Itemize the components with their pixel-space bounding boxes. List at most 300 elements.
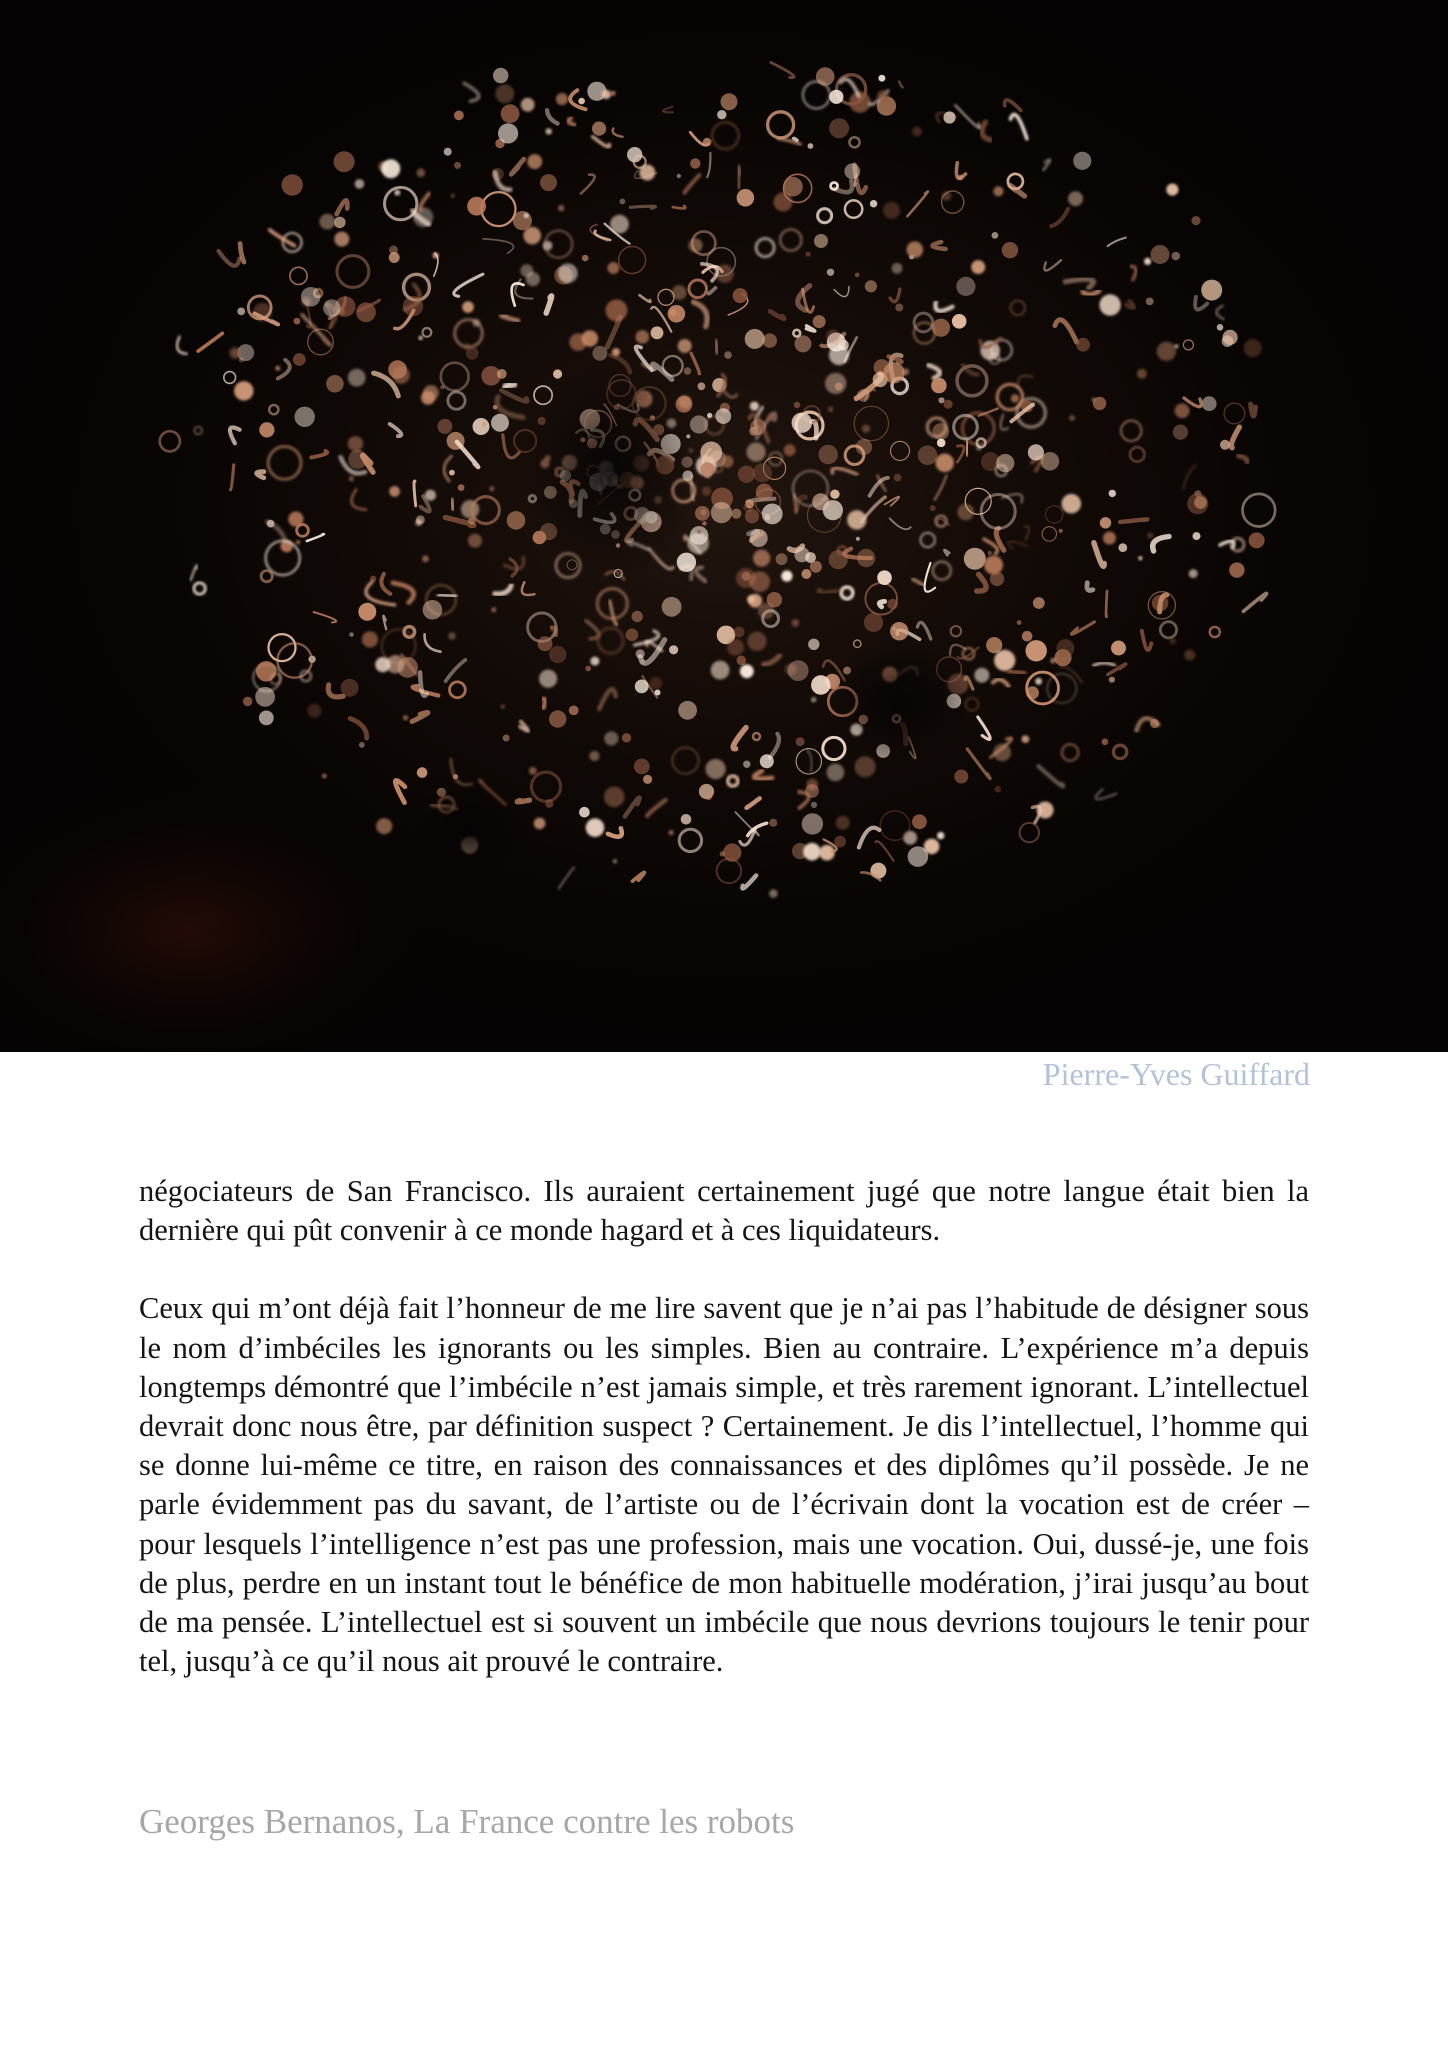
crystal-mark — [974, 668, 989, 683]
crystal-mark — [930, 505, 936, 511]
crystal-mark — [827, 764, 845, 782]
crystal-mark — [417, 169, 426, 178]
crystal-mark — [890, 622, 908, 640]
crystal-mark — [630, 206, 655, 208]
crystal-mark — [702, 487, 711, 496]
crystal-mark — [805, 252, 810, 257]
crystal-mark — [864, 613, 883, 632]
crystal-mark — [334, 232, 349, 247]
crystal-mark — [895, 304, 903, 312]
crystal-mark — [937, 439, 946, 448]
crystal-mark — [423, 600, 443, 620]
crystal-mark — [1100, 517, 1111, 528]
crystal-mark — [322, 773, 328, 779]
crystal-mark — [282, 174, 303, 195]
crystal-mark — [819, 445, 838, 464]
crystal-mark — [830, 490, 839, 499]
crystal-mark — [473, 418, 490, 435]
crystal-mark — [256, 661, 276, 681]
crystal-mark — [935, 454, 954, 473]
crystal-mark — [468, 517, 475, 524]
crystal-mark — [1173, 425, 1188, 440]
crystal-mark — [753, 550, 770, 567]
crystal-mark — [988, 551, 992, 555]
crystal-mark — [870, 200, 877, 207]
crystal-mark — [738, 167, 740, 188]
crystal-mark — [994, 650, 1015, 671]
crystal-mark — [461, 500, 479, 518]
crystal-mark — [444, 148, 452, 156]
crystal-mark — [808, 639, 819, 650]
crystal-mark — [655, 690, 661, 696]
crystal-mark — [1041, 452, 1060, 471]
crystal-mark — [697, 529, 702, 534]
crystal-mark — [1109, 490, 1116, 497]
crystal-mark — [1103, 532, 1116, 545]
crystal-mark — [1251, 404, 1256, 416]
crystal-mark — [1056, 639, 1074, 657]
crystal-mark — [1022, 735, 1030, 743]
crystal-mark — [582, 330, 599, 347]
crystal-mark — [1017, 620, 1022, 625]
crystal-mark — [259, 711, 274, 726]
crystal-mark — [362, 631, 378, 647]
crystal-mark — [932, 319, 950, 337]
crystal-mark — [491, 414, 509, 432]
crystal-mark — [549, 710, 566, 727]
crystal-mark — [526, 272, 540, 286]
crystal-mark — [954, 770, 968, 784]
crystal-mark — [569, 706, 579, 716]
crystal-mark — [829, 345, 849, 365]
crystal-mark — [556, 93, 568, 105]
crystal-mark — [607, 262, 619, 274]
crystal-mark — [1144, 258, 1151, 265]
crystal-mark — [643, 775, 652, 784]
crystal-mark — [1138, 556, 1142, 560]
crystal-mark — [1093, 397, 1106, 410]
crystal-mark — [803, 843, 821, 861]
crystal-mark — [1109, 677, 1115, 683]
crystal-mark — [938, 397, 944, 403]
crystal-mark — [678, 701, 697, 720]
crystal-mark — [237, 308, 245, 316]
photo-credit: Pierre-Yves Guiffard — [1042, 1056, 1310, 1092]
crystal-mark — [1170, 638, 1177, 645]
crystal-mark — [375, 657, 390, 672]
crystal-mark — [707, 413, 712, 418]
crystal-mark — [740, 664, 754, 678]
crystal-mark — [762, 504, 783, 525]
crystal-mark — [1244, 339, 1262, 357]
crystal-mark — [394, 190, 400, 196]
crystal-mark — [376, 818, 392, 834]
crystal-mark — [862, 425, 870, 433]
crystal-mark — [877, 570, 892, 585]
crystal-mark — [1111, 641, 1126, 656]
crystal-mark — [903, 831, 917, 845]
crystal-mark — [437, 419, 452, 434]
crystal-mark — [1026, 640, 1047, 661]
crystal-mark — [731, 509, 741, 519]
crystal-mark — [808, 143, 814, 149]
crystal-mark — [524, 213, 529, 218]
crystal-mark — [295, 407, 315, 427]
crystal-mark — [801, 569, 811, 579]
crystal-mark — [944, 400, 953, 409]
crystal-mark — [301, 287, 321, 307]
crystal-mark — [825, 373, 846, 394]
crystal-mark — [810, 561, 822, 573]
crystal-mark — [449, 470, 455, 476]
crystal-mark — [602, 90, 611, 99]
crystal-mark — [737, 189, 755, 207]
crystal-mark — [932, 423, 949, 440]
crystal-mark — [417, 767, 428, 778]
crystal-mark — [604, 787, 625, 808]
crystal-mark — [716, 341, 718, 353]
crystal-mark — [912, 127, 922, 137]
crystal-mark — [612, 348, 620, 356]
crystal-mark — [267, 520, 275, 528]
crystal-mark — [482, 422, 487, 427]
crystal-mark — [323, 299, 340, 316]
crystal-mark — [243, 697, 253, 707]
crystal-mark — [918, 445, 938, 465]
crystal-mark — [943, 111, 955, 123]
crystal-mark — [585, 666, 591, 672]
crystal-mark — [341, 679, 359, 697]
crystal-mark — [749, 427, 758, 436]
crystal-mark — [907, 241, 924, 258]
crystal-mark — [742, 572, 751, 581]
crystal-mark — [753, 463, 772, 482]
crystal-mark — [458, 484, 465, 491]
crystal-mark — [738, 466, 755, 483]
crystal-mark — [908, 846, 929, 867]
paragraph: négociateurs de San Francisco. Ils auraient certainement jugé que notre langue était bien la dernière qui pût convenir à ce monde hagard et à ces liquidateurs. — [139, 1174, 1309, 1248]
crystal-mark — [749, 571, 770, 592]
crystal-mark — [294, 318, 301, 325]
crystal-mark — [912, 814, 927, 829]
crystal-mark — [558, 263, 578, 283]
crystal-mark — [819, 845, 835, 861]
crystal-mark — [883, 362, 904, 383]
crystal-mark — [877, 90, 888, 101]
crystal-mark — [1201, 280, 1222, 301]
crystal-mark — [521, 98, 535, 112]
crystal-mark — [747, 632, 766, 651]
crystal-mark — [776, 553, 788, 565]
crystal-mark — [590, 657, 599, 666]
crystal-mark — [733, 288, 748, 303]
crystal-mark — [768, 413, 776, 421]
crystal-mark — [769, 889, 778, 898]
crystal-mark — [687, 533, 709, 555]
crystal-mark — [507, 511, 526, 530]
crystal-mark — [454, 111, 464, 121]
crystal-mark — [856, 537, 860, 541]
crystal-mark — [1184, 650, 1195, 661]
crystal-mark — [620, 199, 626, 205]
crystal-mark — [811, 675, 830, 694]
crystal-mark — [529, 767, 537, 775]
crystal-mark — [792, 619, 800, 627]
crystal-mark — [546, 128, 552, 134]
crystal-mark — [737, 656, 747, 666]
crystal-mark — [632, 611, 643, 622]
crystal-mark — [894, 474, 902, 482]
crystal-mark — [971, 260, 985, 274]
crystal-mark — [760, 754, 774, 768]
crystal-mark — [549, 646, 566, 663]
quotation-source: Georges Bernanos, La France contre les robots — [139, 1802, 795, 1841]
crystal-mark — [1099, 294, 1120, 315]
crystal-mark — [414, 481, 416, 506]
crystal-mark — [1189, 569, 1198, 578]
crystal-mark — [763, 333, 777, 347]
crystal-mark — [811, 697, 816, 702]
crystal-mark — [416, 515, 425, 524]
crystal-mark — [844, 163, 860, 179]
crystal-mark — [813, 315, 826, 328]
crystal-mark — [448, 632, 456, 640]
crystal-mark — [359, 742, 365, 748]
crystal-mark — [887, 599, 898, 610]
crystal-mark — [501, 705, 505, 709]
crystal-mark — [703, 138, 712, 147]
crystal-mark — [711, 661, 730, 680]
crystal-mark — [792, 413, 812, 433]
crystal-mark — [534, 818, 546, 830]
crystal-mark — [1022, 631, 1033, 642]
crystal-mark — [795, 335, 812, 352]
crystal-mark — [698, 382, 706, 390]
crystal-mark — [1150, 719, 1159, 728]
crystal-mark — [403, 296, 423, 316]
crystal-mark — [747, 595, 755, 603]
crystal-mark — [669, 645, 678, 654]
crystal-mark — [743, 761, 750, 768]
crystal-mark — [349, 476, 354, 481]
crystal-mark — [348, 369, 366, 387]
crystal-mark — [1151, 245, 1170, 264]
crystal-mark — [814, 234, 828, 248]
crystal-mark — [706, 759, 726, 779]
crystal-mark — [259, 422, 274, 437]
crystal-mark — [440, 385, 444, 389]
crystal-mark — [381, 159, 400, 178]
crystal-mark — [705, 793, 713, 801]
crystal-mark — [539, 670, 557, 688]
crystal-mark — [538, 636, 553, 651]
crystal-mark — [334, 151, 355, 172]
crystal-mark — [794, 138, 797, 140]
crystal-mark — [1068, 191, 1083, 206]
crystal-mark — [501, 104, 520, 123]
crystal-mark — [695, 506, 710, 521]
crystal-mark — [734, 627, 745, 638]
crystal-mark — [721, 93, 738, 110]
crystal-mark — [454, 162, 461, 169]
crystal-mark — [586, 818, 605, 837]
crystal-mark — [802, 813, 823, 834]
crystal-mark — [1076, 338, 1090, 352]
crystal-mark — [967, 442, 968, 454]
crystal-mark — [540, 174, 557, 191]
crystal-mark — [992, 232, 999, 239]
crystal-mark — [986, 637, 1002, 653]
crystal-mark — [1174, 344, 1178, 348]
crystal-mark — [589, 751, 599, 761]
crystal-mark — [462, 301, 474, 313]
crystal-mark — [794, 402, 800, 408]
crystal-mark — [503, 735, 510, 742]
crystal-mark — [1050, 658, 1056, 664]
crystal-mark — [678, 339, 692, 353]
crystal-mark — [1137, 369, 1147, 379]
crystal-mark — [745, 509, 759, 523]
crystal-mark — [796, 737, 805, 746]
crystal-mark — [702, 521, 706, 525]
crystal-mark — [578, 98, 585, 105]
crystal-mark — [1172, 252, 1181, 261]
crystal-mark — [635, 680, 649, 694]
crystal-mark — [724, 351, 732, 359]
crystal-mark — [613, 859, 618, 864]
crystal-mark — [1118, 543, 1127, 552]
crystal-mark — [828, 407, 833, 412]
crystal-mark — [1193, 532, 1201, 540]
crystal-mark — [622, 733, 631, 742]
crystal-mark — [491, 607, 496, 612]
crystal-mark — [750, 402, 759, 411]
crystal-mark — [769, 819, 777, 827]
crystal-mark — [827, 269, 834, 276]
crystal-mark — [418, 336, 422, 340]
crystal-mark — [1166, 184, 1178, 196]
crystal-mark — [829, 90, 843, 104]
crystal-mark — [527, 154, 542, 169]
crystal-mark — [388, 360, 407, 379]
crystal-mark — [1223, 330, 1238, 345]
crystal-mark — [355, 179, 365, 189]
crystal-mark — [1220, 440, 1230, 450]
crystal-mark — [326, 375, 344, 393]
crystal-mark — [293, 353, 306, 366]
crystal-mark — [794, 547, 809, 562]
crystal-mark — [784, 444, 796, 456]
crystal-mark — [296, 540, 300, 544]
crystal-mark — [834, 836, 846, 848]
crystal-mark — [1147, 532, 1154, 539]
crystal-mark — [543, 699, 546, 708]
crystal-mark — [334, 217, 346, 229]
crystal-mark — [883, 202, 900, 219]
crystal-mark — [604, 731, 618, 745]
crystal-mark — [610, 215, 629, 234]
crystal-mark — [1033, 597, 1045, 609]
crystal-mark — [984, 556, 1003, 575]
crystal-mark — [452, 500, 454, 509]
crystal-mark — [931, 378, 947, 394]
crystal-mark — [650, 677, 663, 690]
crystal-mark — [634, 759, 650, 775]
crystal-mark — [348, 436, 363, 451]
crystal-mark — [1073, 152, 1091, 170]
crystal-mark — [684, 367, 691, 374]
crystal-mark — [553, 369, 562, 378]
crystal-mark — [672, 285, 687, 300]
crystal-mark — [855, 756, 876, 777]
crystal-mark — [727, 639, 744, 656]
crystal-mark — [438, 595, 455, 597]
crystal-mark — [980, 341, 1000, 361]
crystal-mark — [829, 118, 849, 138]
crystal-mark — [1106, 591, 1107, 617]
crystal-mark — [579, 807, 590, 818]
crystal-mark — [234, 381, 253, 400]
crystal-mark — [1157, 342, 1176, 361]
crystal-mark — [1002, 242, 1018, 258]
crystal-mark — [489, 486, 494, 491]
crystal-mark — [715, 408, 731, 424]
crystal-mark — [1202, 396, 1217, 411]
crystal-mark — [403, 715, 408, 720]
crystal-mark — [902, 368, 909, 375]
crystal-mark — [995, 786, 1002, 793]
quotation-text — [139, 1172, 1309, 1720]
crystal-mark — [958, 175, 964, 181]
crystal-mark — [558, 205, 564, 211]
crystal-mark — [781, 571, 792, 582]
crystal-mark — [389, 486, 400, 497]
crystal-mark — [319, 214, 335, 230]
crystal-mark — [700, 442, 722, 464]
crystal-mark — [878, 75, 885, 82]
crystal-mark — [495, 84, 514, 103]
crystal-mark — [996, 454, 1014, 472]
crystal-mark — [1035, 678, 1042, 685]
crystal-mark — [1191, 216, 1200, 225]
crystal-mark — [1146, 298, 1154, 306]
crystal-mark — [816, 67, 835, 86]
crystal-mark — [423, 385, 439, 401]
crystal-mark — [690, 158, 700, 168]
crystal-mark — [811, 802, 817, 808]
crystal-mark — [785, 663, 797, 675]
crystal-mark — [493, 68, 508, 83]
crystal-mark — [1026, 686, 1039, 699]
crystal-mark — [836, 816, 850, 830]
crystal-mark — [700, 462, 714, 476]
paragraph: Ceux qui m’ont déjà fait l’honneur de me lire savent que je n’ai pas l’habitude de désigner sous le nom d’imbéciles les ignorants ou les simples. Bien au contraire. L’expérience m’a depuis longtemps démontré que l’imbécile n’est jamais simple, et très rarement ignorant. L’intellectuel devrait donc nous être, par définition suspect ? Certainement. Je dis l’intellectuel, l’homme qui se donne lui-même ce titre, en raison des connaissances et des diplômes qu’il possède. Je ne parle évidemment pas du savant, de l’artiste ou de l’écrivain dont la vocation est de créer – pour lesquels l’intelligence n’est pas une profession, mais une vocation. Oui, dussé-je, une fois de plus, perdre en un instant tout le bénéfice de mon habituelle modération, j’irai jusqu’au bout de ma pensée. L’intellectuel est si souvent un imbécile que nous devrions toujours le tenir pour tel, jusqu’à ce qu’il nous ait prouvé le contraire. — [139, 1291, 1309, 1679]
crystal-mark — [758, 603, 774, 619]
crystal-mark — [952, 314, 967, 329]
crystal-mark — [356, 302, 376, 322]
crystal-mark — [636, 330, 650, 344]
crystal-mark — [450, 194, 454, 198]
crystal-mark — [720, 851, 725, 856]
crystal-mark — [389, 252, 400, 263]
crystal-mark — [349, 632, 354, 637]
crystal-mark — [942, 191, 951, 200]
crystal-mark — [892, 263, 903, 274]
crystal-mark — [747, 442, 766, 461]
crystal-mark — [307, 704, 321, 718]
crystal-mark — [662, 597, 682, 617]
crystal-mark — [257, 472, 264, 478]
